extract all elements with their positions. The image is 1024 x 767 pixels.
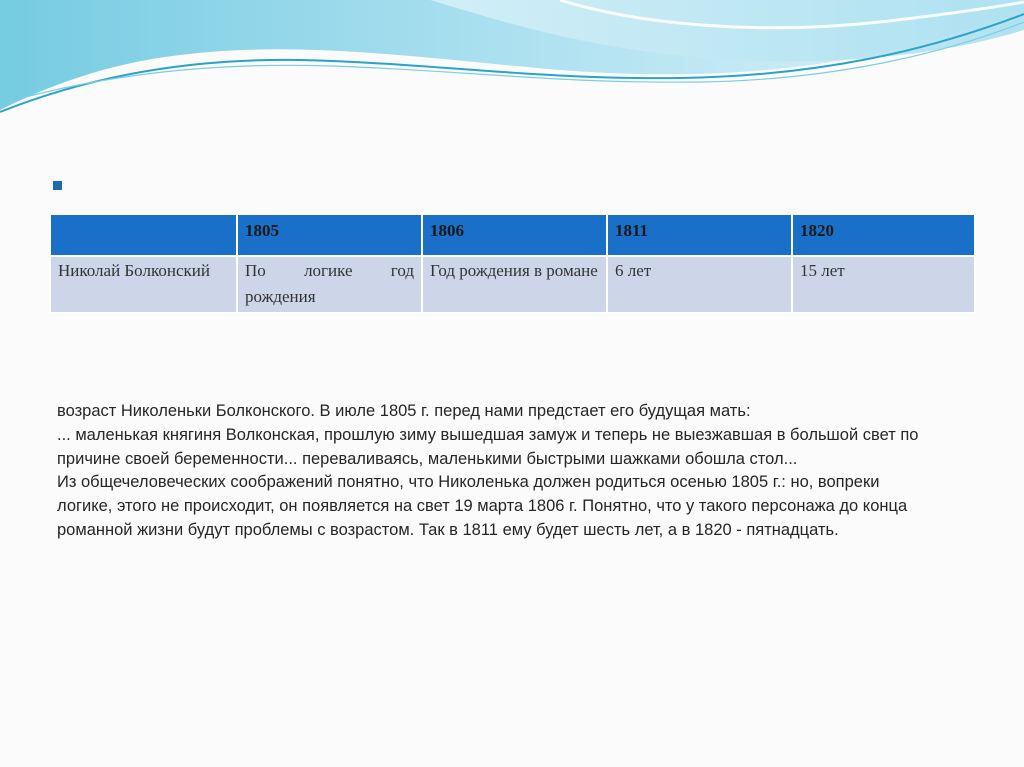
paragraph: возраст Николеньки Болконского. В июле 1805 г. перед нами предстает его будущая мать: (57, 402, 751, 420)
table-cell: 15 лет (792, 256, 975, 313)
paragraph: ... маленькая княгиня Волконская, прошлую зиму вышедшая замуж и теперь не выезжавшая в большой свет по причине своей беременности... переваливаясь, маленькими быстрыми шажками обошла стол... (57, 425, 919, 468)
table-header-cell: 1805 (237, 214, 422, 256)
table-header-cell (50, 214, 237, 256)
table-header-row (50, 214, 975, 256)
body-text (57, 400, 937, 543)
table-cell: Год рождения в романе (422, 256, 607, 313)
table-cell: Николай Болконский (50, 256, 237, 313)
bullet-marker (53, 181, 62, 190)
data-table (49, 213, 976, 314)
table-header-cell: 1820 (792, 214, 975, 256)
table-header-cell: 1811 (607, 214, 792, 256)
table-header-cell: 1806 (422, 214, 607, 256)
table-cell: 6 лет (607, 256, 792, 313)
table-cell: По логике год рождения (237, 256, 422, 313)
paragraph: Из общечеловеческих соображений понятно, что Николенька должен родиться осенью 1805 г.: но, вопреки логике, этого не происходит, он появляется на свет 19 марта 1806 г. Понятно, что у такого персонажа до конца романной жизни будут проблемы с возрастом. Так в 1811 ему будет шесть лет, а в 1820 - пятнадцать. (57, 473, 908, 539)
table-row (50, 256, 975, 313)
wave-decoration (0, 0, 1024, 130)
